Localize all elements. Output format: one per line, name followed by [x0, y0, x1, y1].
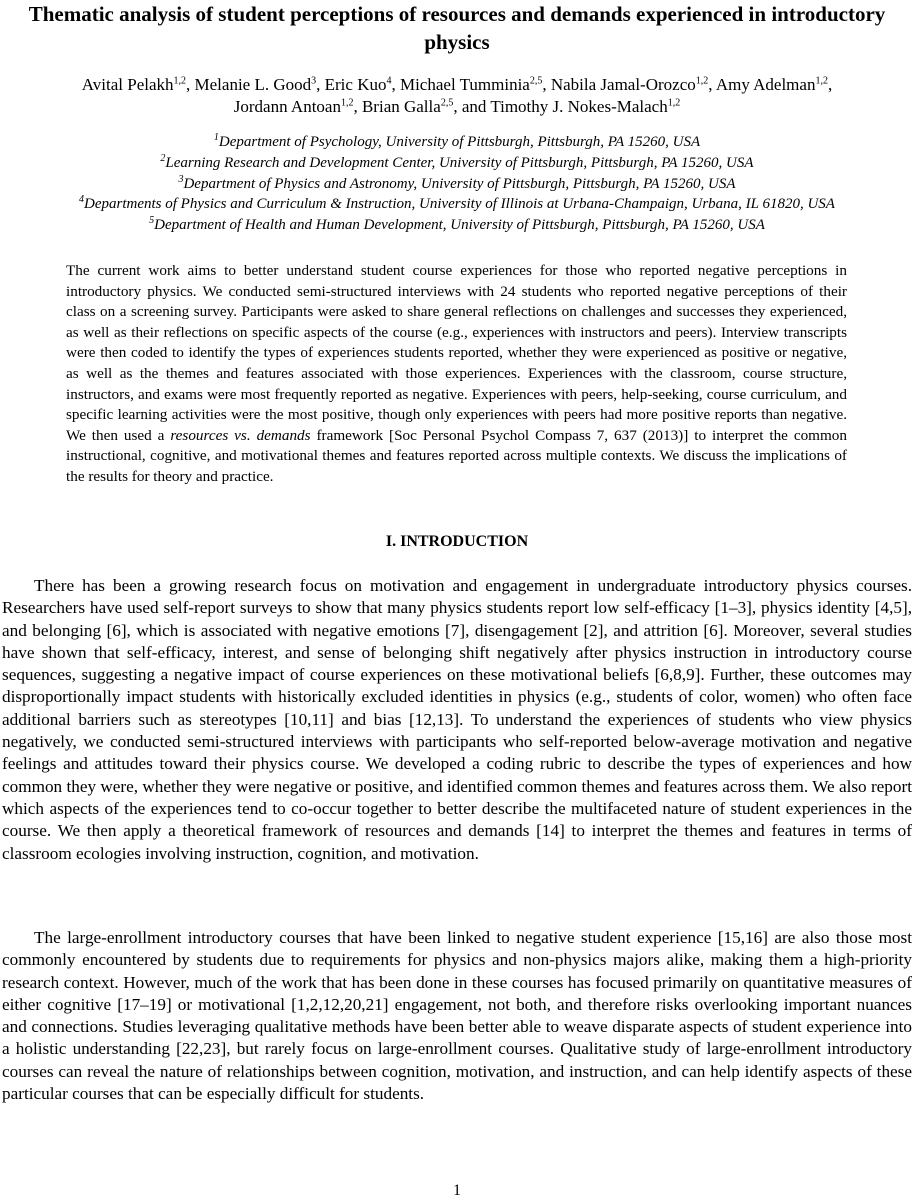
author-5: Nabila Jamal-Orozco$^{1,2}$, [550, 75, 716, 94]
affiliation-1: $^1$Department of Psychology, University of Pittsburgh, Pittsburgh, PA 15260, USA [213, 132, 701, 150]
abstract: The current work aims to better understand student course experiences for those who reported negative perceptions in introductory physics. We conducted semi-structured interviews with 24 students who reported negative perceptions of their class on a screening survey. Participants were asked to share general reflections on challenges and successes they experienced, as well as their reflections on specific aspects of the course (e.g., experiences with instructors and peers). Interview transcripts were then coded to identify the types of experiences students reported, whether they were experienced as positive or negative, as well as the themes and features associated with those experiences. Experiences with the classroom, course structure, instructors, and exams were most frequently reported as negative. Experiences with peers, help-seeking, course curriculum, and specific learning activities were the most positive, though only experiences with peers had more positive reports than negative. We then used a resources vs. demands framework [Soc Personal Psychol Compass 7, 637 (2013)] to interpret the common instructional, cognitive, and motivational themes and features reported across multiple contexts. We discuss the implications of the results for theory and practice. [66, 262, 847, 485]
section-heading-introduction: I. INTRODUCTION [385, 533, 529, 550]
affiliation-4: $^4$Departments of Physics and Curriculum & Instruction, University of Illinois at Urbana-Champaign, Urbana, IL 61820, USA [79, 194, 835, 213]
author-2: Melanie L. Good$^3$, [194, 75, 325, 94]
affiliation-3: $^3$Department of Physics and Astronomy, University of Pittsburgh, Pittsburgh, PA 15260, USA [178, 173, 736, 192]
author-9: Timothy J. Nokes-Malach$^{1,2}$ [490, 97, 681, 116]
author-list [0, 74, 914, 118]
author-4: Michael Tumminia$^{2,5}$, [399, 75, 551, 94]
author-8: Brian Galla$^{2,5}$, and [361, 97, 491, 116]
author-3: Eric Kuo$^4$, [324, 75, 400, 94]
paper-title: Thematic analysis of student perceptions of resources and demands experienced in introductory physics [28, 2, 886, 54]
page-number: 1 [453, 1182, 461, 1199]
intro-paragraph-2: The large-enrollment introductory courses that have been linked to negative student experience [15,16] are also those most commonly encountered by students due to requirements for physics and non-physics majors alike, making them a high-priority research context. However, much of the work that has been done in these courses has focused primarily on quantitative measures of either cognitive [17–19] or motivational [1,2,12,20,21] engagement, not both, and therefore risks overlooking important nuances and connections. Studies leveraging qualitative methods have been better able to weave disparate aspects of student experience into a holistic understanding [22,23], but rarely focus on large-enrollment courses. Qualitative study of large-enrollment introductory courses can reveal the nature of relationships between cognition, motivation, and instruction, and can help identify aspects of these particular courses that can be especially difficult for students. [2, 928, 912, 1104]
affiliation-5: $^5$Department of Health and Human Development, University of Pittsburgh, Pittsburgh, PA 15260, USA [149, 215, 765, 234]
author-1: Avital Pelakh$^{1,2}$, [81, 75, 195, 94]
author-7: Jordann Antoan$^{1,2}$, [233, 97, 362, 116]
affiliation-list [0, 132, 914, 236]
intro-paragraph-1: There has been a growing research focus on motivation and engagement in undergraduate introductory physics courses. Researchers have used self-report surveys to show that many physics students report low self-efficacy [1–3], physics identity [4,5], and belonging [6], which is associated with negative emotions [7], disengagement [2], and attrition [6]. Moreover, several studies have shown that self-efficacy, interest, and sense of belonging shift negatively after physics instruction in introductory course sequences, suggesting a negative impact of course experiences on these motivational beliefs [6,8,9]. Further, these outcomes may disproportionally impact students with historically excluded identities in physics (e.g., students of color, women) who often face additional barriers such as stereotypes [10,11] and bias [12,13]. To understand the experiences of students who view physics negatively, we conducted semi-structured interviews with participants who self-reported below-average motivation and negative feelings and attitudes toward their physics course. We developed a coding rubric to describe the types of experiences and how common they were, whether they were negative or positive, and identified common themes and features across them. We also report which aspects of the experiences tend to co-occur together to better describe the multifaceted nature of student experiences in the course. We then apply a theoretical framework of resources and demands [14] to interpret the themes and features in terms of classroom ecologies involving instruction, cognition, and motivation. [2, 576, 912, 863]
affiliation-2: $^2$Learning Research and Development Center, University of Pittsburgh, Pittsburgh, PA 15260, USA [160, 152, 754, 171]
author-6: Amy Adelman$^{1,2}$, [715, 75, 833, 94]
